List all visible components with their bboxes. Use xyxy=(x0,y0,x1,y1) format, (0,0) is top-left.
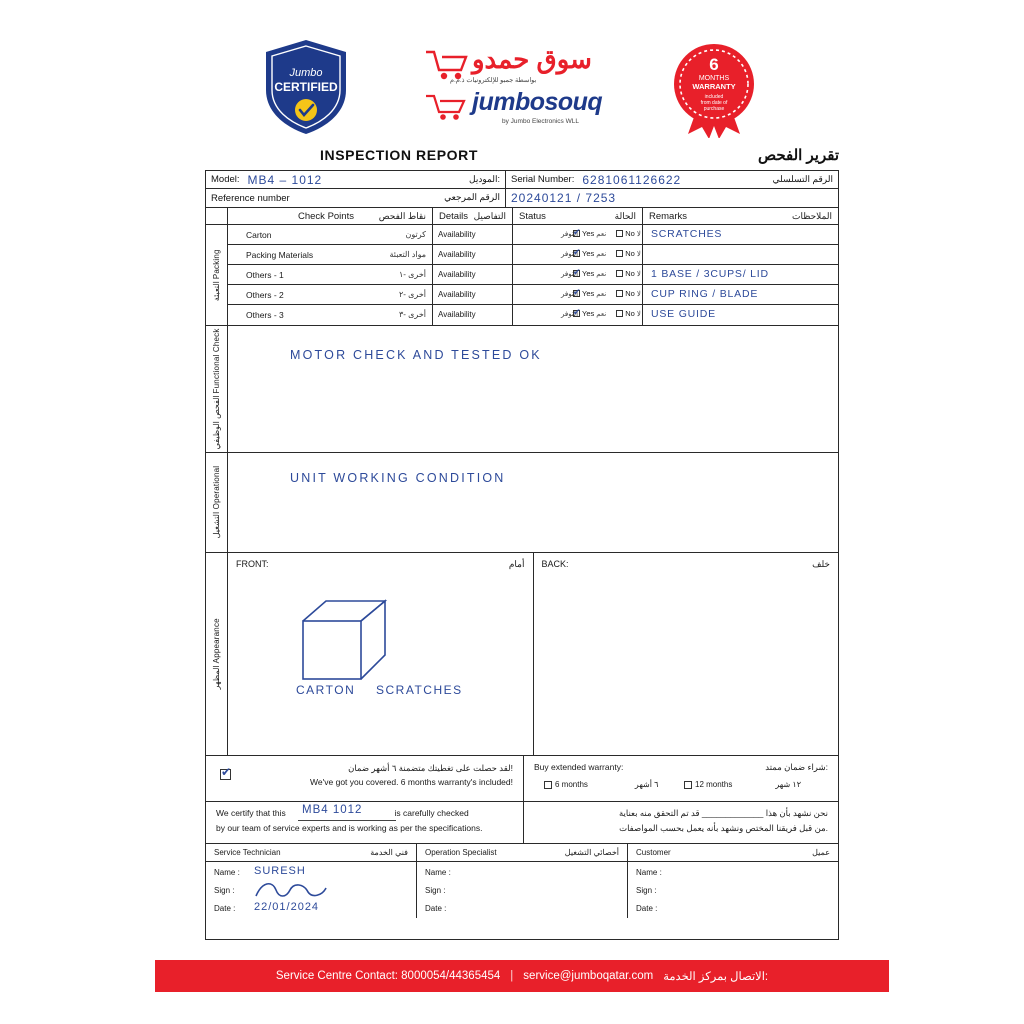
page-title-en: INSPECTION REPORT xyxy=(320,147,478,163)
certification-row xyxy=(206,802,838,844)
row-check-cell xyxy=(228,225,433,244)
row-details-ar: التوفر xyxy=(561,251,579,258)
row-details-ar: التوفر xyxy=(561,311,579,318)
footer-email[interactable]: service@jumboqatar.com xyxy=(523,970,654,982)
row-remark-value: CUP RING / BLADE xyxy=(651,288,759,300)
yes-label: Yes xyxy=(582,289,595,298)
reference-label: Reference number xyxy=(211,192,290,204)
ops-name-label: Name : xyxy=(425,868,451,877)
functional-label-en: Functional Check xyxy=(211,328,221,394)
warranty-6-months-option[interactable] xyxy=(544,780,658,789)
status-no-checkbox[interactable] xyxy=(616,249,641,258)
row-details-cell xyxy=(433,285,513,304)
table-row xyxy=(228,305,838,325)
yes-label: Yes xyxy=(582,229,595,238)
yes-label-ar: نعم xyxy=(596,250,607,258)
no-label-ar: لا xyxy=(636,250,641,258)
row-check-cell xyxy=(228,285,433,304)
row-remarks-cell xyxy=(643,225,838,244)
technician-signature-ink xyxy=(252,878,332,902)
functional-label-ar: الفحص الوظيفي xyxy=(211,395,221,450)
no-label: No xyxy=(625,249,635,258)
row-details-en: Availability xyxy=(438,290,476,299)
th-details-en: Details xyxy=(439,211,469,222)
svg-text:WARRANTY: WARRANTY xyxy=(692,82,736,91)
front-label-ar: أمام xyxy=(508,559,525,569)
row-remarks-cell xyxy=(643,285,838,304)
signature-col-technician xyxy=(206,844,417,918)
back-label-en: BACK: xyxy=(541,559,569,569)
th-check-points xyxy=(228,208,433,224)
section-label-appearance xyxy=(206,553,228,755)
th-status-ar: الحالة xyxy=(614,211,636,221)
opt-6-ar: ٦ أشهر xyxy=(634,780,659,789)
serial-label-ar: الرقم التسلسلي xyxy=(772,174,833,184)
souq-arabic-subtitle: بواسطة جمبو للإلكترونيات ذ.م.م xyxy=(450,77,537,84)
warranty-seal-badge xyxy=(668,40,760,138)
ops-title-ar: أخصائي التشغيل xyxy=(564,848,619,857)
warranty-row xyxy=(206,756,838,802)
functional-check-body xyxy=(228,326,838,452)
tech-date-value: 22/01/2024 xyxy=(254,901,320,913)
row-details-en: Availability xyxy=(438,310,476,319)
svg-text:purchase: purchase xyxy=(703,106,725,112)
row-check-ar: أخرى -٢ xyxy=(398,290,426,299)
jumbosouq-wordmark: jumbosouq xyxy=(472,88,603,116)
tech-name-value: SURESH xyxy=(254,865,306,877)
svg-text:included: included xyxy=(704,94,724,100)
appearance-back-panel xyxy=(534,553,839,755)
status-no-checkbox[interactable] xyxy=(616,289,641,298)
footer-separator: | xyxy=(510,970,514,982)
warranty-included-checkbox[interactable] xyxy=(220,769,231,780)
row-check-cell xyxy=(228,245,433,264)
row-check-en: Packing Materials xyxy=(246,250,314,260)
svg-text:Jumbo: Jumbo xyxy=(289,67,323,79)
svg-text:MONTHS: MONTHS xyxy=(698,75,730,82)
model-serial-row xyxy=(206,171,838,189)
ops-title-en: Operation Specialist xyxy=(425,848,497,857)
functional-check-section xyxy=(206,326,838,453)
row-check-ar: كرتون xyxy=(405,230,426,239)
certify-ar-line2: من قبل فريقنا المختص ونشهد بأنه يعمل بحسب المواصفات. xyxy=(619,823,828,833)
footer-contact-en: Service Centre Contact: 8000054/44365454 xyxy=(275,970,501,982)
svg-text:CERTIFIED: CERTIFIED xyxy=(274,80,338,94)
th-details xyxy=(433,208,513,224)
appearance-section xyxy=(206,553,838,756)
certify-line2: by our team of service experts and is working as per the specifications. xyxy=(216,823,483,833)
th-status xyxy=(513,208,643,224)
status-yes-checkbox[interactable] xyxy=(573,249,606,258)
no-label-ar: لا xyxy=(636,290,641,298)
row-check-cell xyxy=(228,265,433,284)
cust-name-label: Name : xyxy=(636,868,662,877)
cust-sign-label: Sign : xyxy=(636,886,657,895)
cust-date-label: Date : xyxy=(636,904,658,913)
model-value: MB4 – 1012 xyxy=(247,172,323,187)
svg-text:6: 6 xyxy=(709,55,719,74)
row-details-en: Availability xyxy=(438,270,476,279)
footer-contact-bar xyxy=(155,960,889,992)
th-remarks xyxy=(643,208,838,224)
certify-line1-lead: We certify that this xyxy=(216,808,286,818)
souq-arabic-wordmark: سوق حمدو xyxy=(472,44,592,74)
cust-title-ar: عميل xyxy=(812,848,830,857)
yes-label: Yes xyxy=(582,269,595,278)
opt-12-en: 12 months xyxy=(695,780,733,789)
model-label-ar: الموديل: xyxy=(469,174,500,184)
model-label: Model: xyxy=(211,174,240,185)
buy-warranty-label-ar: شراء ضمان ممتد: xyxy=(765,762,828,772)
tech-sign-label: Sign : xyxy=(214,886,235,895)
row-status-cell xyxy=(513,305,643,325)
operational-note: UNIT WORKING CONDITION xyxy=(290,471,506,485)
reference-row xyxy=(206,189,838,208)
table-row xyxy=(228,245,838,265)
table-row xyxy=(228,265,838,285)
certification-en-cell xyxy=(206,802,524,843)
inspection-form xyxy=(205,170,839,940)
buy-warranty-label-en: Buy extended warranty: xyxy=(534,762,624,772)
yes-label-ar: نعم xyxy=(596,290,607,298)
th-check-ar: نقاط الفحص xyxy=(378,211,426,221)
section-label-operational xyxy=(206,453,228,552)
signature-row xyxy=(206,844,838,918)
row-details-ar: التوفر xyxy=(561,271,579,278)
row-details-cell xyxy=(433,225,513,244)
packing-section xyxy=(206,225,838,326)
row-status-cell xyxy=(513,245,643,264)
warranty-included-cell xyxy=(206,756,524,801)
no-label-ar: لا xyxy=(636,310,641,318)
report-title-row xyxy=(205,143,839,167)
yes-label: Yes xyxy=(582,309,595,318)
serial-value: 6281061126622 xyxy=(582,172,682,187)
extended-warranty-cell xyxy=(524,756,838,801)
status-no-checkbox[interactable] xyxy=(616,269,641,278)
warranty-12-months-option[interactable] xyxy=(684,780,801,789)
table-row xyxy=(228,285,838,305)
row-remark-value: 1 BASE / 3CUPS/ LID xyxy=(651,268,769,280)
ops-sign-label: Sign : xyxy=(425,886,446,895)
row-status-cell xyxy=(513,265,643,284)
row-check-en: Others - 2 xyxy=(246,290,284,300)
svg-text:from date of: from date of xyxy=(700,100,728,106)
side-label-spacer xyxy=(206,208,228,224)
section-label-functional xyxy=(206,326,228,452)
certify-model-value: MB4 1012 xyxy=(302,804,363,816)
reference-label-ar: الرقم المرجعي xyxy=(444,192,500,202)
table-header-row xyxy=(206,208,838,225)
packing-rows xyxy=(228,225,838,325)
opt-12-ar: ١٢ شهر xyxy=(775,780,801,789)
row-remarks-cell xyxy=(643,245,838,264)
status-yes-checkbox[interactable] xyxy=(573,289,606,298)
no-label: No xyxy=(625,229,635,238)
certify-ar-line1: نحن نشهد بأن هذا _____________ قد تم التحقق منه بعناية xyxy=(618,808,828,818)
row-details-cell xyxy=(433,305,513,325)
serial-label: Serial Number: xyxy=(511,174,575,185)
reference-cell xyxy=(206,189,506,207)
no-label-ar: لا xyxy=(636,230,641,238)
th-status-en: Status xyxy=(519,211,546,222)
yes-label: Yes xyxy=(582,249,595,258)
certify-underline xyxy=(298,820,396,821)
row-details-cell xyxy=(433,265,513,284)
status-no-checkbox[interactable] xyxy=(616,309,641,318)
warranty-covered-en: We've got you covered. 6 months warranty's included! xyxy=(310,777,513,787)
jumbosouq-logo-group xyxy=(420,42,620,138)
row-remarks-cell xyxy=(643,305,838,325)
appearance-body xyxy=(228,553,838,755)
signature-col-customer xyxy=(628,844,838,918)
opt-6-en: 6 months xyxy=(555,780,588,789)
row-check-cell xyxy=(228,305,433,325)
signature-col-operations xyxy=(417,844,628,918)
row-check-ar: أخرى -١ xyxy=(398,270,426,279)
appearance-label-ar: المظهر xyxy=(211,665,221,690)
status-no-checkbox[interactable] xyxy=(616,229,641,238)
jumbo-certified-badge xyxy=(262,38,350,136)
row-check-ar: أخرى -٣ xyxy=(398,310,426,319)
row-details-ar: التوفر xyxy=(561,231,579,238)
status-yes-checkbox[interactable] xyxy=(573,269,606,278)
appearance-note-left: CARTON xyxy=(296,683,356,697)
yes-label-ar: نعم xyxy=(596,230,607,238)
model-cell xyxy=(206,171,506,188)
operational-section xyxy=(206,453,838,553)
th-remarks-ar: الملاحظات xyxy=(792,211,832,221)
yes-label-ar: نعم xyxy=(596,270,607,278)
no-label-ar: لا xyxy=(636,270,641,278)
jumbosouq-subtitle: by Jumbo Electronics WLL xyxy=(502,118,579,125)
certify-line1-tail: is carefully checked xyxy=(394,808,469,818)
th-check-en: Check Points xyxy=(298,211,354,222)
tech-name-label: Name : xyxy=(214,868,240,877)
cust-title-en: Customer xyxy=(636,848,671,857)
no-label: No xyxy=(625,289,635,298)
row-details-cell xyxy=(433,245,513,264)
appearance-note-right: SCRATCHES xyxy=(376,683,463,697)
document-header xyxy=(0,18,1024,138)
ops-date-label: Date : xyxy=(425,904,447,913)
tech-title-ar: فني الخدمة xyxy=(370,848,408,857)
row-check-en: Carton xyxy=(246,230,272,240)
no-label: No xyxy=(625,269,635,278)
certification-ar-cell xyxy=(524,802,838,843)
no-label: No xyxy=(625,309,635,318)
packing-label-ar: التعبئة xyxy=(211,281,221,302)
yes-label-ar: نعم xyxy=(596,310,607,318)
warranty-covered-ar: لقد حصلت على تغطيتك متضمنة ٦ أشهر ضمان! xyxy=(348,763,513,773)
tech-title-en: Service Technician xyxy=(214,848,281,857)
row-check-en: Others - 1 xyxy=(246,270,284,280)
status-yes-checkbox[interactable] xyxy=(573,229,606,238)
appearance-front-panel xyxy=(228,553,534,755)
back-label-ar: خلف xyxy=(812,559,830,569)
packing-label-en: Packing xyxy=(211,248,221,279)
section-label-packing xyxy=(206,225,228,325)
row-status-cell xyxy=(513,225,643,244)
row-details-ar: التوفر xyxy=(561,291,579,298)
table-row xyxy=(228,225,838,245)
row-details-en: Availability xyxy=(438,230,476,239)
row-check-en: Others - 3 xyxy=(246,310,284,320)
front-label-en: FRONT: xyxy=(236,559,269,569)
functional-check-note: MOTOR CHECK AND TESTED OK xyxy=(290,348,542,362)
appearance-label-en: Appearance xyxy=(211,618,221,664)
th-remarks-en: Remarks xyxy=(649,211,688,222)
row-remarks-cell xyxy=(643,265,838,284)
operational-label-ar: التشغيل xyxy=(211,512,221,539)
tech-date-label: Date : xyxy=(214,904,236,913)
serial-cell xyxy=(506,171,838,188)
reference-value-cell xyxy=(506,189,838,207)
status-yes-checkbox[interactable] xyxy=(573,309,606,318)
row-status-cell xyxy=(513,285,643,304)
operational-label-en: Operational xyxy=(211,466,221,510)
th-details-ar: التفاصيل xyxy=(473,211,506,221)
row-check-ar: مواد التعبئة xyxy=(389,250,426,259)
row-details-en: Availability xyxy=(438,250,476,259)
page-title-ar: تقرير الفحص xyxy=(757,147,839,164)
footer-contact-ar: الاتصال بمركز الخدمة: xyxy=(663,971,769,983)
reference-value: 20240121 / 7253 xyxy=(511,191,617,205)
row-remark-value: USE GUIDE xyxy=(651,308,716,320)
row-remark-value: SCRATCHES xyxy=(651,228,723,240)
operational-body xyxy=(228,453,838,552)
